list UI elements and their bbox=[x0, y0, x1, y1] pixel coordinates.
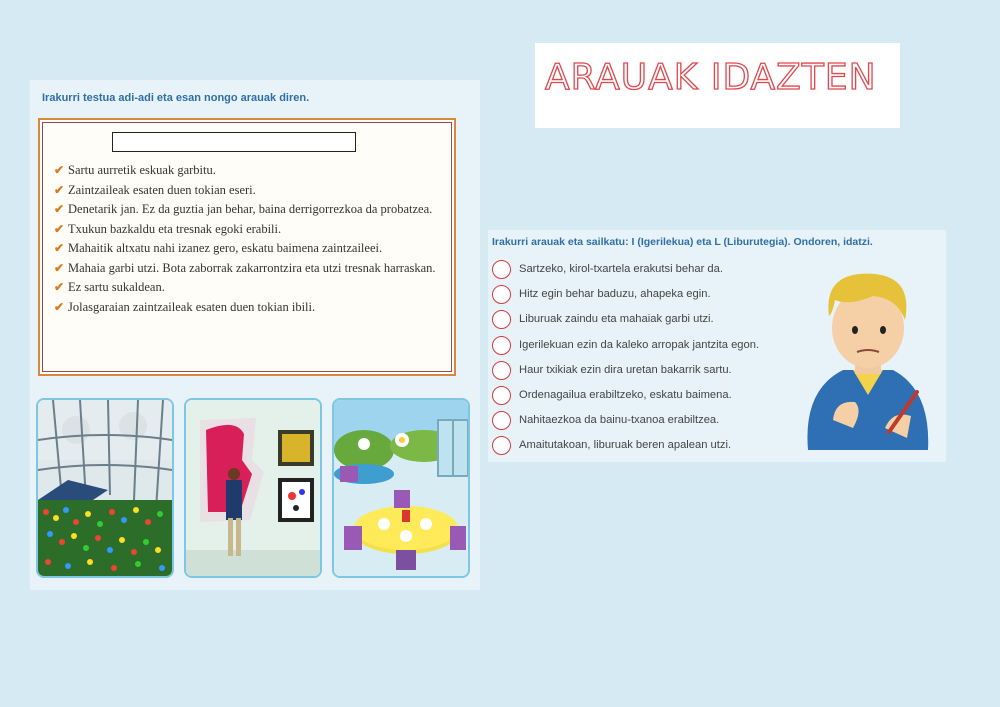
checkmark-icon: ✔ bbox=[54, 241, 65, 255]
rule-item: ✔ Jolasgaraian zaintzaileak esaten duen tokian ibili. bbox=[54, 299, 316, 314]
dining-room-picture bbox=[332, 398, 470, 578]
left-worksheet-panel bbox=[30, 80, 480, 590]
page-title: ARAUAK IDAZTEN bbox=[545, 57, 877, 98]
checkmark-icon: ✔ bbox=[54, 221, 65, 236]
left-instruction: Irakurri testua adi-adi eta esan nongo arauak diren. bbox=[42, 92, 310, 104]
answer-circle[interactable] bbox=[492, 436, 511, 455]
rule-item: ✔ Mahaitik altxatu nahi izanez gero, eskatu baimena zaintzaileei. bbox=[54, 241, 383, 255]
answer-circle[interactable] bbox=[492, 336, 511, 355]
rule-item: ✔ Zaintzaileak esaten duen tokian eseri. bbox=[54, 182, 256, 197]
checkmark-icon: ✔ bbox=[54, 182, 65, 197]
rule-item: ✔ Sartu aurretik eskuak garbitu. bbox=[54, 163, 216, 177]
right-worksheet-panel: Irakurri arauak eta sailkatu: I (Igerilekua) eta L (Liburutegia). Ondoren, idatzi. Sartzeko, kirol-txartela erakutsi behar da. Hitz egin behar baduzu, ahapeka egin. Liburuak zaindu eta mahaiak garbi utzi. Igerilekuan ezin da kaleko arropak jantzita egon. Haur txikiak ezin dira uretan bakarrik sartu. Ordenagailua erabiltzeko, eskatu baimena. Nahitaezkoa da bainu-txanoa erabiltzea. Amaitutakoan, liburuak beren apalean utzi. bbox=[488, 230, 946, 462]
rules-box bbox=[38, 118, 456, 376]
museum-picture bbox=[184, 398, 322, 578]
rule-item: ✔ Denetarik jan. Ez da guztia jan behar, baina derrigorrezkoa da probatzea. bbox=[54, 202, 433, 216]
thinking-boy-illustration bbox=[793, 260, 938, 460]
rule-item: ✔ Txukun bazkaldu eta tresnak egoki erabili. bbox=[54, 221, 282, 236]
answer-circle[interactable] bbox=[492, 310, 511, 329]
rules-list bbox=[54, 162, 444, 318]
checkmark-icon: ✔ bbox=[54, 280, 65, 294]
answer-circle[interactable] bbox=[492, 285, 511, 304]
right-instruction: Irakurri arauak eta sailkatu: I (Igerilekua) eta L (Liburutegia). Ondoren, idatzi. bbox=[492, 236, 873, 248]
answer-circle[interactable] bbox=[492, 260, 511, 279]
answer-circle[interactable] bbox=[492, 411, 511, 430]
ball-pool-picture bbox=[36, 398, 174, 578]
checkmark-icon: ✔ bbox=[54, 260, 65, 275]
rule-item: ✔ Ez sartu sukaldean. bbox=[54, 280, 165, 294]
checkmark-icon: ✔ bbox=[54, 202, 65, 216]
rule-item: ✔ Mahaia garbi utzi. Bota zaborrak zakarrontzira eta utzi tresnak harraskan. bbox=[54, 260, 436, 275]
checkmark-icon: ✔ bbox=[54, 299, 65, 314]
answer-circle[interactable] bbox=[492, 386, 511, 405]
title-banner bbox=[535, 43, 900, 128]
answer-circle[interactable] bbox=[492, 361, 511, 380]
checkmark-icon: ✔ bbox=[54, 163, 65, 177]
answer-input[interactable] bbox=[112, 132, 356, 152]
